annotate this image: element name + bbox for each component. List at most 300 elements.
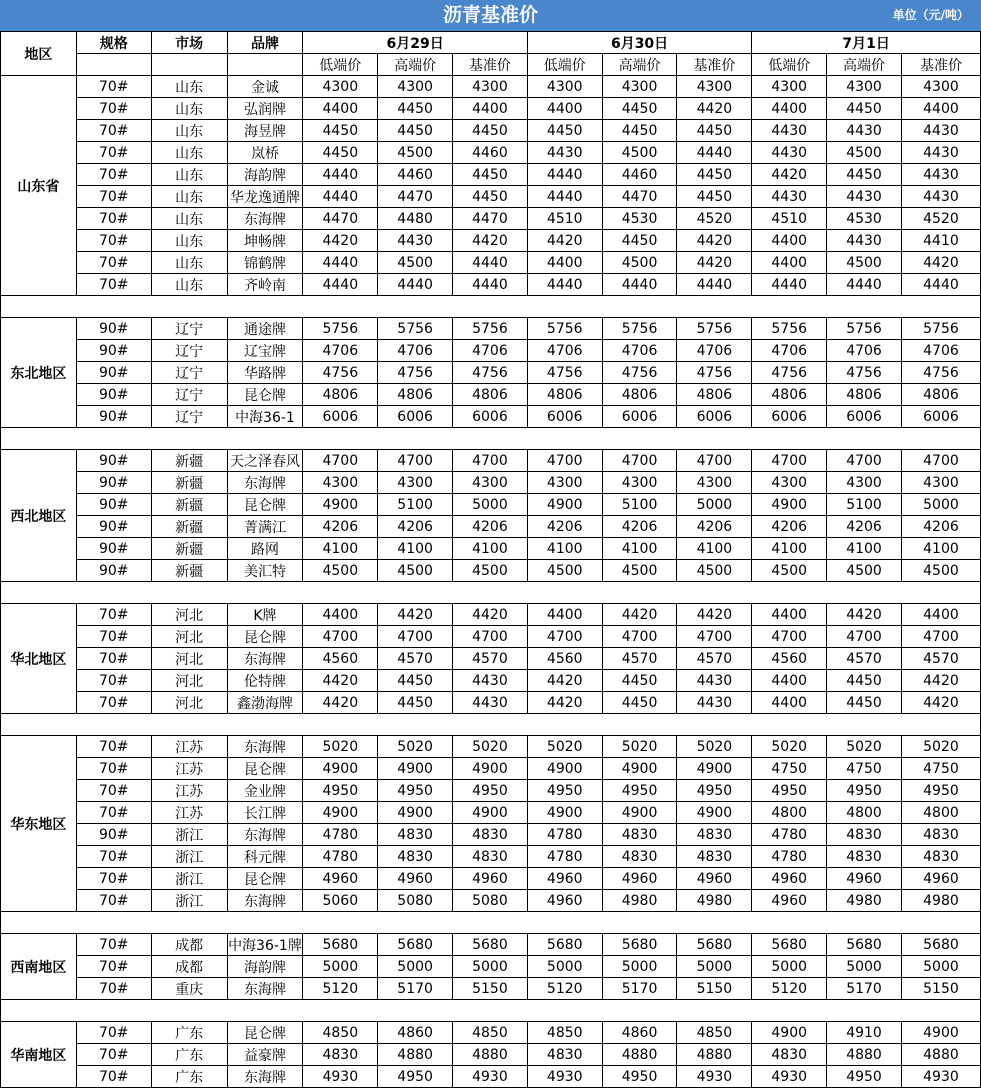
price-low-day2[interactable]: 4756 — [527, 362, 602, 384]
price-base-day3[interactable]: 4806 — [901, 384, 980, 406]
col-header-spec[interactable]: 规格 — [76, 32, 151, 54]
price-low-day3[interactable]: 4950 — [752, 780, 827, 802]
price-base-day3[interactable]: 4520 — [901, 208, 980, 230]
price-high-day3[interactable]: 4750 — [827, 758, 902, 780]
price-high-day3[interactable]: 5100 — [827, 494, 902, 516]
spec-cell[interactable]: 70# — [76, 208, 151, 230]
spec-cell[interactable]: 70# — [76, 120, 151, 142]
brand-cell[interactable]: 东海牌 — [227, 824, 303, 846]
brand-cell[interactable]: 菁满江 — [227, 516, 303, 538]
spec-cell[interactable]: 70# — [76, 186, 151, 208]
brand-cell[interactable]: 通途牌 — [227, 318, 303, 340]
price-base-day2[interactable]: 4100 — [677, 538, 752, 560]
brand-cell[interactable]: 金诚 — [227, 76, 303, 98]
spec-cell[interactable]: 70# — [76, 76, 151, 98]
subheader-low[interactable]: 低端价 — [303, 54, 378, 76]
price-low-day1[interactable]: 4756 — [303, 362, 378, 384]
price-high-day1[interactable]: 4756 — [378, 362, 453, 384]
brand-cell[interactable]: 辽宝牌 — [227, 340, 303, 362]
price-base-day2[interactable]: 4830 — [677, 824, 752, 846]
subheader-low[interactable]: 低端价 — [527, 54, 602, 76]
market-cell[interactable]: 成都 — [151, 956, 227, 978]
price-high-day1[interactable]: 4470 — [378, 186, 453, 208]
price-base-day3[interactable]: 5150 — [901, 978, 980, 1000]
market-cell[interactable]: 新疆 — [151, 538, 227, 560]
price-base-day1[interactable]: 4450 — [453, 120, 528, 142]
price-base-day1[interactable]: 4500 — [453, 560, 528, 582]
price-low-day3[interactable]: 4206 — [752, 516, 827, 538]
price-base-day1[interactable]: 5020 — [453, 736, 528, 758]
price-base-day3[interactable]: 4420 — [901, 670, 980, 692]
price-low-day2[interactable]: 5120 — [527, 978, 602, 1000]
price-high-day1[interactable]: 4950 — [378, 780, 453, 802]
brand-cell[interactable]: 东海牌 — [227, 208, 303, 230]
market-cell[interactable]: 山东 — [151, 208, 227, 230]
price-low-day2[interactable]: 4950 — [527, 780, 602, 802]
price-high-day3[interactable]: 4430 — [827, 120, 902, 142]
price-base-day1[interactable]: 4206 — [453, 516, 528, 538]
price-base-day2[interactable]: 4440 — [677, 142, 752, 164]
price-high-day1[interactable]: 4700 — [378, 626, 453, 648]
price-base-day2[interactable]: 4420 — [677, 252, 752, 274]
price-high-day3[interactable]: 6006 — [827, 406, 902, 428]
market-cell[interactable]: 辽宁 — [151, 318, 227, 340]
price-high-day2[interactable]: 4900 — [602, 802, 677, 824]
market-cell[interactable]: 山东 — [151, 230, 227, 252]
price-high-day2[interactable]: 4450 — [602, 230, 677, 252]
price-low-day3[interactable]: 4756 — [752, 362, 827, 384]
date-header-2[interactable]: 6月30日 — [527, 32, 751, 54]
price-low-day2[interactable]: 4420 — [527, 670, 602, 692]
price-base-day2[interactable]: 5680 — [677, 934, 752, 956]
price-base-day2[interactable]: 5000 — [677, 956, 752, 978]
spec-cell[interactable]: 90# — [76, 560, 151, 582]
price-low-day2[interactable]: 4780 — [527, 846, 602, 868]
price-low-day3[interactable]: 4780 — [752, 846, 827, 868]
price-base-day1[interactable]: 4830 — [453, 824, 528, 846]
price-base-day2[interactable]: 4960 — [677, 868, 752, 890]
price-high-day3[interactable]: 4500 — [827, 252, 902, 274]
price-low-day1[interactable]: 4706 — [303, 340, 378, 362]
price-low-day2[interactable]: 4450 — [527, 120, 602, 142]
spec-cell[interactable]: 70# — [76, 252, 151, 274]
price-low-day3[interactable]: 4400 — [752, 98, 827, 120]
brand-cell[interactable]: 东海牌 — [227, 472, 303, 494]
price-low-day2[interactable]: 6006 — [527, 406, 602, 428]
price-high-day2[interactable]: 4460 — [602, 164, 677, 186]
price-high-day1[interactable]: 4430 — [378, 230, 453, 252]
price-high-day2[interactable]: 4100 — [602, 538, 677, 560]
price-base-day3[interactable]: 5756 — [901, 318, 980, 340]
spec-cell[interactable]: 70# — [76, 978, 151, 1000]
price-base-day1[interactable]: 4300 — [453, 472, 528, 494]
spec-cell[interactable]: 70# — [76, 934, 151, 956]
price-high-day2[interactable]: 4450 — [602, 120, 677, 142]
price-low-day1[interactable]: 4206 — [303, 516, 378, 538]
price-low-day3[interactable]: 4400 — [752, 230, 827, 252]
price-low-day1[interactable]: 4500 — [303, 560, 378, 582]
price-base-day2[interactable]: 4500 — [677, 560, 752, 582]
price-base-day2[interactable]: 4450 — [677, 120, 752, 142]
spec-cell[interactable]: 70# — [76, 1066, 151, 1088]
price-low-day1[interactable]: 4806 — [303, 384, 378, 406]
price-high-day3[interactable]: 5170 — [827, 978, 902, 1000]
price-base-day2[interactable]: 4850 — [677, 1022, 752, 1044]
spec-cell[interactable]: 70# — [76, 868, 151, 890]
price-base-day2[interactable]: 4450 — [677, 164, 752, 186]
price-low-day2[interactable]: 5756 — [527, 318, 602, 340]
price-low-day3[interactable]: 4430 — [752, 186, 827, 208]
price-low-day3[interactable]: 5680 — [752, 934, 827, 956]
subheader-base[interactable]: 基准价 — [677, 54, 752, 76]
price-low-day3[interactable]: 5020 — [752, 736, 827, 758]
brand-cell[interactable]: 东海牌 — [227, 736, 303, 758]
price-high-day2[interactable]: 4500 — [602, 142, 677, 164]
price-low-day1[interactable]: 4440 — [303, 252, 378, 274]
price-base-day2[interactable]: 4570 — [677, 648, 752, 670]
market-cell[interactable]: 新疆 — [151, 560, 227, 582]
market-cell[interactable]: 成都 — [151, 934, 227, 956]
price-base-day2[interactable]: 5756 — [677, 318, 752, 340]
price-base-day3[interactable]: 4300 — [901, 472, 980, 494]
subheader-base[interactable]: 基准价 — [901, 54, 980, 76]
price-high-day3[interactable]: 4450 — [827, 692, 902, 714]
spec-cell[interactable]: 70# — [76, 98, 151, 120]
price-base-day3[interactable]: 4706 — [901, 340, 980, 362]
brand-cell[interactable]: 东海牌 — [227, 890, 303, 912]
price-base-day2[interactable]: 5000 — [677, 494, 752, 516]
price-base-day2[interactable]: 4706 — [677, 340, 752, 362]
price-low-day2[interactable]: 4100 — [527, 538, 602, 560]
price-low-day2[interactable]: 4420 — [527, 230, 602, 252]
market-cell[interactable]: 浙江 — [151, 846, 227, 868]
spec-cell[interactable]: 70# — [76, 758, 151, 780]
price-low-day2[interactable]: 4830 — [527, 1044, 602, 1066]
market-cell[interactable]: 江苏 — [151, 758, 227, 780]
price-low-day2[interactable]: 4510 — [527, 208, 602, 230]
price-high-day3[interactable]: 4910 — [827, 1022, 902, 1044]
price-base-day1[interactable]: 6006 — [453, 406, 528, 428]
price-high-day3[interactable]: 4300 — [827, 76, 902, 98]
region-cell[interactable]: 西北地区 — [1, 450, 77, 582]
price-base-day3[interactable]: 5680 — [901, 934, 980, 956]
spec-cell[interactable]: 90# — [76, 340, 151, 362]
price-base-day1[interactable]: 4420 — [453, 604, 528, 626]
price-low-day1[interactable]: 4560 — [303, 648, 378, 670]
price-high-day3[interactable]: 5756 — [827, 318, 902, 340]
brand-cell[interactable]: 齐岭南 — [227, 274, 303, 296]
market-cell[interactable]: 浙江 — [151, 868, 227, 890]
price-low-day3[interactable]: 5000 — [752, 956, 827, 978]
brand-cell[interactable]: 金业牌 — [227, 780, 303, 802]
spec-cell[interactable]: 90# — [76, 472, 151, 494]
price-low-day2[interactable]: 4430 — [527, 142, 602, 164]
price-low-day1[interactable]: 4900 — [303, 494, 378, 516]
price-low-day3[interactable]: 4400 — [752, 692, 827, 714]
brand-cell[interactable]: 科元牌 — [227, 846, 303, 868]
price-high-day3[interactable]: 4430 — [827, 186, 902, 208]
price-high-day3[interactable]: 4450 — [827, 98, 902, 120]
price-low-day2[interactable]: 4300 — [527, 76, 602, 98]
price-base-day2[interactable]: 4950 — [677, 780, 752, 802]
empty-cell[interactable] — [151, 54, 227, 76]
subheader-high[interactable]: 高端价 — [378, 54, 453, 76]
brand-cell[interactable]: 路网 — [227, 538, 303, 560]
price-base-day1[interactable]: 4400 — [453, 98, 528, 120]
price-low-day1[interactable]: 4700 — [303, 450, 378, 472]
subheader-low[interactable]: 低端价 — [752, 54, 827, 76]
price-high-day3[interactable]: 4570 — [827, 648, 902, 670]
price-high-day2[interactable]: 5000 — [602, 956, 677, 978]
price-low-day2[interactable]: 5020 — [527, 736, 602, 758]
price-low-day3[interactable]: 4700 — [752, 626, 827, 648]
price-low-day3[interactable]: 4440 — [752, 274, 827, 296]
price-low-day2[interactable]: 4560 — [527, 648, 602, 670]
price-base-day3[interactable]: 4950 — [901, 780, 980, 802]
price-low-day1[interactable]: 4700 — [303, 626, 378, 648]
price-low-day1[interactable]: 5756 — [303, 318, 378, 340]
brand-cell[interactable]: K牌 — [227, 604, 303, 626]
spec-cell[interactable]: 70# — [76, 164, 151, 186]
price-low-day1[interactable]: 4450 — [303, 142, 378, 164]
price-high-day2[interactable]: 4450 — [602, 98, 677, 120]
price-low-day3[interactable]: 6006 — [752, 406, 827, 428]
brand-cell[interactable]: 美汇特 — [227, 560, 303, 582]
price-base-day1[interactable]: 4900 — [453, 802, 528, 824]
price-base-day2[interactable]: 4900 — [677, 758, 752, 780]
spec-cell[interactable]: 90# — [76, 450, 151, 472]
spec-cell[interactable]: 70# — [76, 890, 151, 912]
price-low-day1[interactable]: 5020 — [303, 736, 378, 758]
price-base-day3[interactable]: 5020 — [901, 736, 980, 758]
price-base-day1[interactable]: 4756 — [453, 362, 528, 384]
brand-cell[interactable]: 昆仑牌 — [227, 494, 303, 516]
price-high-day3[interactable]: 4530 — [827, 208, 902, 230]
brand-cell[interactable]: 昆仑牌 — [227, 626, 303, 648]
price-low-day3[interactable]: 5120 — [752, 978, 827, 1000]
brand-cell[interactable]: 昆仑牌 — [227, 384, 303, 406]
price-low-day1[interactable]: 4400 — [303, 604, 378, 626]
price-base-day1[interactable]: 4700 — [453, 626, 528, 648]
price-base-day1[interactable]: 5680 — [453, 934, 528, 956]
price-high-day3[interactable]: 4756 — [827, 362, 902, 384]
price-low-day1[interactable]: 4440 — [303, 164, 378, 186]
price-high-day1[interactable]: 4900 — [378, 758, 453, 780]
price-base-day1[interactable]: 4300 — [453, 76, 528, 98]
price-base-day2[interactable]: 4420 — [677, 230, 752, 252]
spec-cell[interactable]: 70# — [76, 230, 151, 252]
market-cell[interactable]: 新疆 — [151, 516, 227, 538]
spec-cell[interactable]: 70# — [76, 1022, 151, 1044]
price-high-day3[interactable]: 4960 — [827, 868, 902, 890]
price-high-day1[interactable]: 4806 — [378, 384, 453, 406]
price-low-day3[interactable]: 4420 — [752, 164, 827, 186]
price-base-day3[interactable]: 4756 — [901, 362, 980, 384]
price-high-day1[interactable]: 4450 — [378, 98, 453, 120]
price-high-day1[interactable]: 4450 — [378, 670, 453, 692]
price-base-day1[interactable]: 4460 — [453, 142, 528, 164]
market-cell[interactable]: 广东 — [151, 1044, 227, 1066]
market-cell[interactable]: 新疆 — [151, 450, 227, 472]
price-high-day3[interactable]: 4500 — [827, 142, 902, 164]
brand-cell[interactable]: 锦鹤牌 — [227, 252, 303, 274]
price-high-day3[interactable]: 4830 — [827, 824, 902, 846]
price-low-day3[interactable]: 4800 — [752, 802, 827, 824]
price-high-day2[interactable]: 4500 — [602, 560, 677, 582]
price-base-day2[interactable]: 4830 — [677, 846, 752, 868]
price-high-day2[interactable]: 6006 — [602, 406, 677, 428]
region-cell[interactable]: 山东省 — [1, 76, 77, 296]
price-low-day3[interactable]: 4706 — [752, 340, 827, 362]
brand-cell[interactable]: 海韵牌 — [227, 164, 303, 186]
market-cell[interactable]: 广东 — [151, 1066, 227, 1088]
price-low-day1[interactable]: 4780 — [303, 846, 378, 868]
price-base-day2[interactable]: 4420 — [677, 604, 752, 626]
price-high-day1[interactable]: 5170 — [378, 978, 453, 1000]
price-high-day3[interactable]: 4830 — [827, 846, 902, 868]
price-high-day1[interactable]: 4880 — [378, 1044, 453, 1066]
market-cell[interactable]: 江苏 — [151, 802, 227, 824]
price-low-day3[interactable]: 4500 — [752, 560, 827, 582]
price-base-day1[interactable]: 5080 — [453, 890, 528, 912]
market-cell[interactable]: 山东 — [151, 98, 227, 120]
price-low-day3[interactable]: 4400 — [752, 604, 827, 626]
price-base-day2[interactable]: 4450 — [677, 186, 752, 208]
price-base-day1[interactable]: 4450 — [453, 186, 528, 208]
market-cell[interactable]: 山东 — [151, 164, 227, 186]
price-high-day1[interactable]: 4450 — [378, 120, 453, 142]
price-low-day1[interactable]: 4450 — [303, 120, 378, 142]
price-base-day3[interactable]: 4570 — [901, 648, 980, 670]
price-low-day1[interactable]: 5680 — [303, 934, 378, 956]
region-cell[interactable]: 华南地区 — [1, 1022, 77, 1088]
price-high-day1[interactable]: 4460 — [378, 164, 453, 186]
price-low-day2[interactable]: 4960 — [527, 890, 602, 912]
price-base-day3[interactable]: 4880 — [901, 1044, 980, 1066]
price-high-day1[interactable]: 5756 — [378, 318, 453, 340]
market-cell[interactable]: 山东 — [151, 76, 227, 98]
price-high-day3[interactable]: 4450 — [827, 670, 902, 692]
price-high-day3[interactable]: 4950 — [827, 1066, 902, 1088]
price-high-day3[interactable]: 4300 — [827, 472, 902, 494]
price-base-day3[interactable]: 4400 — [901, 98, 980, 120]
price-high-day1[interactable]: 4300 — [378, 472, 453, 494]
price-base-day2[interactable]: 4430 — [677, 670, 752, 692]
price-high-day3[interactable]: 4806 — [827, 384, 902, 406]
brand-cell[interactable]: 伦特牌 — [227, 670, 303, 692]
price-low-day1[interactable]: 4400 — [303, 98, 378, 120]
brand-cell[interactable]: 鑫渤海牌 — [227, 692, 303, 714]
price-base-day1[interactable]: 4420 — [453, 230, 528, 252]
price-base-day2[interactable]: 4806 — [677, 384, 752, 406]
price-high-day2[interactable]: 4960 — [602, 868, 677, 890]
price-low-day2[interactable]: 4780 — [527, 824, 602, 846]
brand-cell[interactable]: 中海36-1牌 — [227, 934, 303, 956]
price-low-day1[interactable]: 4780 — [303, 824, 378, 846]
price-high-day3[interactable]: 4880 — [827, 1044, 902, 1066]
price-high-day2[interactable]: 4700 — [602, 450, 677, 472]
price-base-day3[interactable]: 4750 — [901, 758, 980, 780]
price-low-day1[interactable]: 5120 — [303, 978, 378, 1000]
price-low-day2[interactable]: 4700 — [527, 450, 602, 472]
price-low-day2[interactable]: 4440 — [527, 186, 602, 208]
price-base-day3[interactable]: 5000 — [901, 494, 980, 516]
price-low-day3[interactable]: 4806 — [752, 384, 827, 406]
price-base-day3[interactable]: 4206 — [901, 516, 980, 538]
price-high-day3[interactable]: 5680 — [827, 934, 902, 956]
brand-cell[interactable]: 岚桥 — [227, 142, 303, 164]
price-low-day3[interactable]: 4400 — [752, 252, 827, 274]
price-low-day1[interactable]: 4300 — [303, 76, 378, 98]
price-base-day2[interactable]: 4700 — [677, 626, 752, 648]
price-base-day1[interactable]: 4950 — [453, 780, 528, 802]
price-low-day2[interactable]: 5000 — [527, 956, 602, 978]
price-base-day3[interactable]: 4900 — [901, 1022, 980, 1044]
price-high-day2[interactable]: 4950 — [602, 1066, 677, 1088]
subheader-base[interactable]: 基准价 — [453, 54, 528, 76]
price-high-day1[interactable]: 5020 — [378, 736, 453, 758]
price-base-day3[interactable]: 6006 — [901, 406, 980, 428]
price-high-day1[interactable]: 4950 — [378, 1066, 453, 1088]
price-base-day2[interactable]: 4980 — [677, 890, 752, 912]
brand-cell[interactable]: 中海36-1 — [227, 406, 303, 428]
brand-cell[interactable]: 海昱牌 — [227, 120, 303, 142]
price-base-day2[interactable]: 4756 — [677, 362, 752, 384]
brand-cell[interactable]: 益豪牌 — [227, 1044, 303, 1066]
price-base-day3[interactable]: 4430 — [901, 120, 980, 142]
price-low-day1[interactable]: 4850 — [303, 1022, 378, 1044]
price-high-day2[interactable]: 4700 — [602, 626, 677, 648]
price-base-day1[interactable]: 4440 — [453, 252, 528, 274]
price-low-day3[interactable]: 4300 — [752, 76, 827, 98]
price-base-day3[interactable]: 4830 — [901, 824, 980, 846]
price-base-day3[interactable]: 4300 — [901, 76, 980, 98]
price-high-day1[interactable]: 4100 — [378, 538, 453, 560]
subheader-high[interactable]: 高端价 — [602, 54, 677, 76]
brand-cell[interactable]: 弘润牌 — [227, 98, 303, 120]
price-base-day1[interactable]: 5150 — [453, 978, 528, 1000]
price-base-day3[interactable]: 4430 — [901, 164, 980, 186]
price-base-day2[interactable]: 4300 — [677, 76, 752, 98]
price-base-day2[interactable]: 4930 — [677, 1066, 752, 1088]
region-cell[interactable]: 华北地区 — [1, 604, 77, 714]
price-low-day2[interactable]: 4806 — [527, 384, 602, 406]
price-base-day1[interactable]: 4440 — [453, 274, 528, 296]
price-high-day2[interactable]: 4880 — [602, 1044, 677, 1066]
price-base-day1[interactable]: 4900 — [453, 758, 528, 780]
region-cell[interactable]: 西南地区 — [1, 934, 77, 1000]
price-base-day3[interactable]: 4800 — [901, 802, 980, 824]
price-base-day3[interactable]: 4400 — [901, 604, 980, 626]
market-cell[interactable]: 江苏 — [151, 780, 227, 802]
price-high-day2[interactable]: 4860 — [602, 1022, 677, 1044]
price-high-day2[interactable]: 4900 — [602, 758, 677, 780]
price-base-day1[interactable]: 5000 — [453, 494, 528, 516]
price-high-day2[interactable]: 4806 — [602, 384, 677, 406]
price-high-day3[interactable]: 4420 — [827, 604, 902, 626]
price-high-day2[interactable]: 4756 — [602, 362, 677, 384]
price-high-day1[interactable]: 4960 — [378, 868, 453, 890]
market-cell[interactable]: 山东 — [151, 186, 227, 208]
market-cell[interactable]: 辽宁 — [151, 340, 227, 362]
market-cell[interactable]: 山东 — [151, 142, 227, 164]
price-base-day1[interactable]: 4960 — [453, 868, 528, 890]
brand-cell[interactable]: 东海牌 — [227, 1066, 303, 1088]
price-base-day3[interactable]: 4700 — [901, 626, 980, 648]
price-high-day1[interactable]: 4450 — [378, 692, 453, 714]
price-low-day1[interactable]: 4300 — [303, 472, 378, 494]
price-high-day2[interactable]: 4440 — [602, 274, 677, 296]
